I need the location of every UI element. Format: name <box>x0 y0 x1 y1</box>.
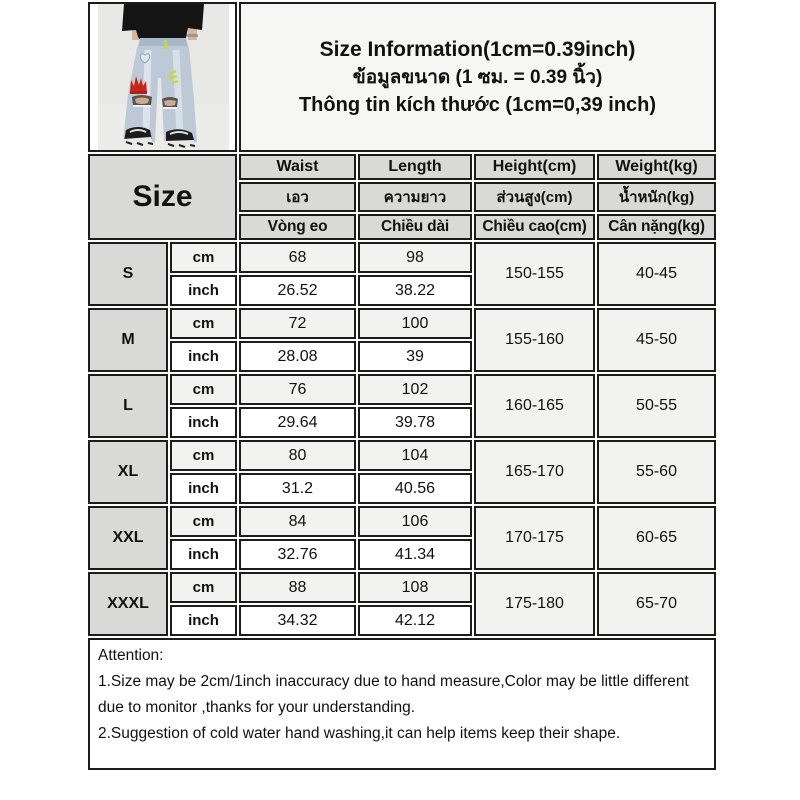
length-header-vi: Chiều dài <box>358 214 472 240</box>
waist-cm-value: 76 <box>239 374 356 405</box>
waist-header-en: Waist <box>239 154 356 180</box>
waist-inch-value: 28.08 <box>239 341 356 372</box>
weight-range: 55-60 <box>597 440 716 504</box>
attention-line-2: due to monitor ,thanks for your understanding. <box>98 699 416 716</box>
waist-inch-value: 26.52 <box>239 275 356 306</box>
waist-header-vi: Vòng eo <box>239 214 356 240</box>
unit-cm: cm <box>170 506 237 537</box>
length-inch-value: 38.22 <box>358 275 472 306</box>
attention-title: Attention: <box>98 647 164 664</box>
size-label-xxl: XXL <box>88 506 168 570</box>
length-inch-value: 42.12 <box>358 605 472 636</box>
height-range: 175-180 <box>474 572 595 636</box>
weight-range: 65-70 <box>597 572 716 636</box>
length-cm-value: 102 <box>358 374 472 405</box>
length-inch-value: 40.56 <box>358 473 472 504</box>
unit-cm: cm <box>170 440 237 471</box>
waist-inch-value: 32.76 <box>239 539 356 570</box>
size-row-xxxl-cm <box>88 572 716 603</box>
product-photo <box>88 2 237 152</box>
size-label-l: L <box>88 374 168 438</box>
waist-inch-value: 29.64 <box>239 407 356 438</box>
size-column-header: Size <box>88 154 237 240</box>
title-row <box>88 2 716 152</box>
waist-header-th: เอว <box>239 182 356 212</box>
title-thai: ข้อมูลขนาด (1 ซม. = 0.39 นิ้ว) <box>352 67 603 88</box>
weight-header-vi: Cân nặng(kg) <box>597 214 716 240</box>
size-row-m-cm <box>88 308 716 339</box>
size-table <box>86 0 718 772</box>
height-range: 165-170 <box>474 440 595 504</box>
length-cm-value: 108 <box>358 572 472 603</box>
unit-cm: cm <box>170 308 237 339</box>
size-row-l-cm <box>88 374 716 405</box>
unit-inch: inch <box>170 407 237 438</box>
weight-range: 60-65 <box>597 506 716 570</box>
header-row-english <box>88 154 716 180</box>
size-label-xxxl: XXXL <box>88 572 168 636</box>
size-label-s: S <box>88 242 168 306</box>
height-header-vi: Chiều cao(cm) <box>474 214 595 240</box>
height-header-th: ส่วนสูง(cm) <box>474 182 595 212</box>
title-english: Size Information(1cm=0.39inch) <box>319 38 636 61</box>
length-inch-value: 39.78 <box>358 407 472 438</box>
size-row-xl-cm <box>88 440 716 471</box>
size-row-s-cm <box>88 242 716 273</box>
size-label-xl: XL <box>88 440 168 504</box>
unit-inch: inch <box>170 605 237 636</box>
height-header-en: Height(cm) <box>474 154 595 180</box>
attention-row <box>88 638 716 770</box>
size-chart-sheet <box>86 0 718 772</box>
height-range: 155-160 <box>474 308 595 372</box>
attention-line-1: 1.Size may be 2cm/1inch inaccuracy due to hand measure,Color may be little different <box>98 673 689 690</box>
height-range: 160-165 <box>474 374 595 438</box>
weight-range: 50-55 <box>597 374 716 438</box>
length-cm-value: 100 <box>358 308 472 339</box>
model-photo-illustration <box>90 4 235 150</box>
unit-inch: inch <box>170 275 237 306</box>
weight-range: 40-45 <box>597 242 716 306</box>
waist-inch-value: 31.2 <box>239 473 356 504</box>
length-cm-value: 106 <box>358 506 472 537</box>
height-range: 150-155 <box>474 242 595 306</box>
unit-cm: cm <box>170 374 237 405</box>
weight-header-th: น้ำหนัก(kg) <box>597 182 716 212</box>
unit-cm: cm <box>170 572 237 603</box>
title-block <box>239 2 716 152</box>
attention-note <box>88 638 716 770</box>
weight-range: 45-50 <box>597 308 716 372</box>
waist-cm-value: 84 <box>239 506 356 537</box>
length-inch-value: 39 <box>358 341 472 372</box>
waist-cm-value: 72 <box>239 308 356 339</box>
waist-cm-value: 88 <box>239 572 356 603</box>
unit-cm: cm <box>170 242 237 273</box>
size-row-xxl-cm <box>88 506 716 537</box>
length-cm-value: 98 <box>358 242 472 273</box>
waist-cm-value: 80 <box>239 440 356 471</box>
size-label-m: M <box>88 308 168 372</box>
length-header-en: Length <box>358 154 472 180</box>
waist-inch-value: 34.32 <box>239 605 356 636</box>
unit-inch: inch <box>170 473 237 504</box>
height-range: 170-175 <box>474 506 595 570</box>
unit-inch: inch <box>170 341 237 372</box>
waist-cm-value: 68 <box>239 242 356 273</box>
weight-header-en: Weight(kg) <box>597 154 716 180</box>
length-inch-value: 41.34 <box>358 539 472 570</box>
unit-inch: inch <box>170 539 237 570</box>
length-cm-value: 104 <box>358 440 472 471</box>
attention-line-3: 2.Suggestion of cold water hand washing,it can help items keep their shape. <box>98 725 621 742</box>
title-vietnamese: Thông tin kích thước (1cm=0,39 inch) <box>298 94 657 116</box>
length-header-th: ความยาว <box>358 182 472 212</box>
